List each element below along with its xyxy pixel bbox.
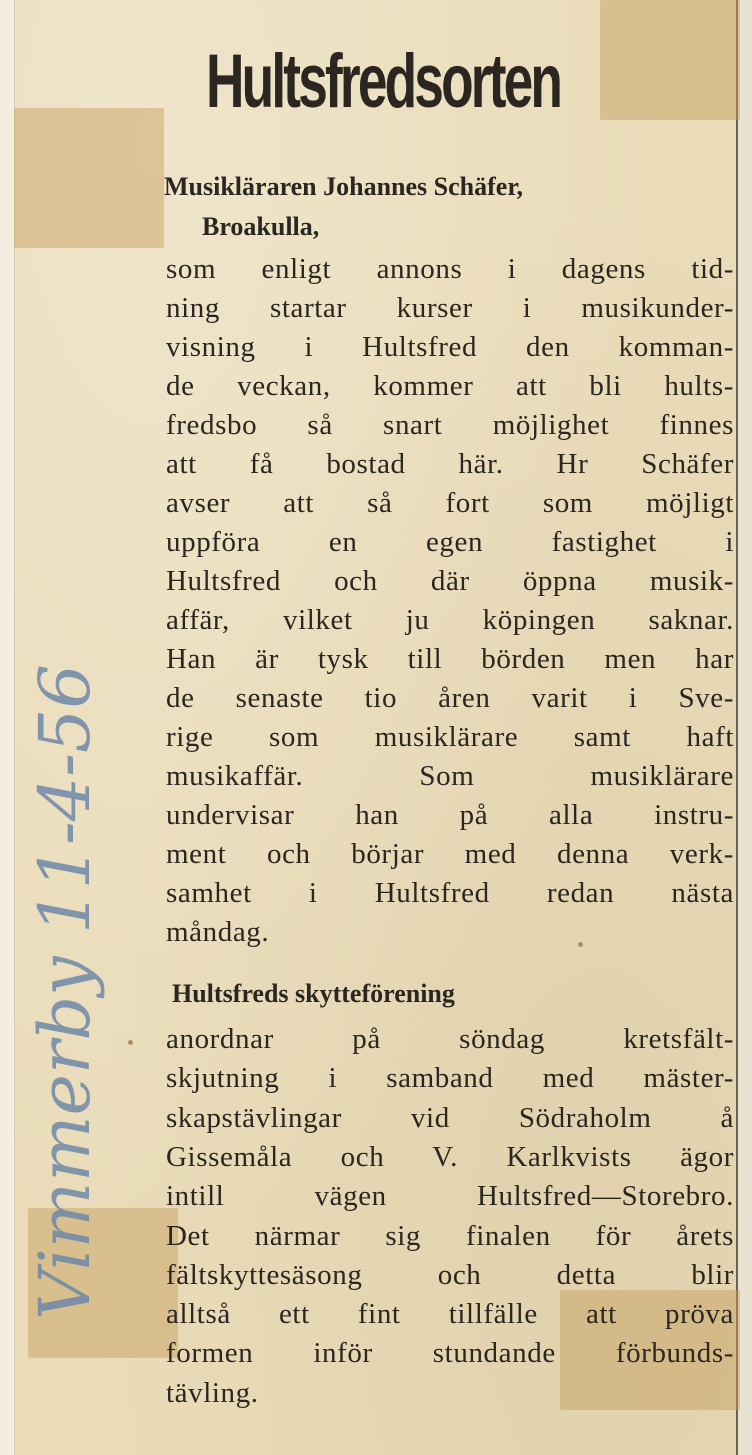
article-line: fredsbo så snart möjlighet finnes	[166, 409, 734, 441]
ink-speck	[578, 942, 583, 947]
article-line: skjutning i samband med mäster-	[166, 1062, 734, 1095]
article-line: uppföra en egen fastighet i	[166, 526, 734, 558]
headline: Hultsfredsorten	[206, 39, 561, 124]
handwritten-date: 11-4-56	[24, 664, 106, 935]
article-line: skapstävlingar vid Södraholm å	[166, 1101, 734, 1134]
article-heading-continued: Broakulla,	[202, 212, 320, 241]
tape-stain	[600, 0, 740, 120]
handwritten-source: Vimmerby	[24, 956, 106, 1320]
article-line: de veckan, kommer att bli hults-	[166, 370, 734, 402]
article-line: undervisar han på alla instru-	[166, 799, 734, 831]
article-line: anordnar på söndag kretsfält-	[166, 1023, 734, 1055]
article-line: musikaffär. Som musiklärare	[166, 760, 734, 792]
article-line: ning startar kurser i musikunder-	[166, 292, 734, 324]
article-line: fältskyttesäsong och detta blir	[166, 1258, 734, 1291]
article-line: måndag.	[166, 916, 270, 948]
article-line: affär, vilket ju köpingen saknar.	[166, 604, 734, 636]
article-line: som enligt annons i dagens tid-	[166, 253, 734, 285]
article-line: de senaste tio åren varit i Sve-	[166, 682, 734, 714]
article-line: att få bostad här. Hr Schäfer	[166, 448, 734, 480]
article-line: ment och börjar med denna verk-	[166, 838, 734, 870]
article-heading: Hultsfreds skytteförening	[172, 979, 455, 1008]
article-line: formen inför stundande förbunds-	[166, 1337, 734, 1370]
article-line: tävling.	[166, 1376, 259, 1409]
handwritten-annotation	[24, 620, 150, 1320]
article-line: alltså ett fint tillfälle att pröva	[166, 1298, 734, 1331]
article-line: Hultsfred och där öppna musik-	[166, 565, 734, 597]
article-line: Det närmar sig finalen för årets	[166, 1219, 734, 1252]
ink-speck	[128, 1040, 133, 1045]
article-line: Han är tysk till börden men har	[166, 643, 734, 675]
clipping-right-edge	[736, 0, 752, 1455]
article-line: intill vägen Hultsfred—Storebro.	[166, 1180, 734, 1213]
article-line: samhet i Hultsfred redan nästa	[166, 877, 734, 909]
article-line: rige som musiklärare samt haft	[166, 721, 734, 753]
article-line: Gissemåla och V. Karlkvists ägor	[166, 1140, 734, 1173]
tape-stain	[14, 108, 164, 248]
adjacent-page-strip	[0, 0, 15, 1455]
article-line: avser att så fort som möjligt	[166, 487, 734, 519]
article-heading: Musikläraren Johannes Schäfer,	[164, 172, 523, 201]
article-line: visning i Hultsfred den komman-	[166, 331, 734, 363]
